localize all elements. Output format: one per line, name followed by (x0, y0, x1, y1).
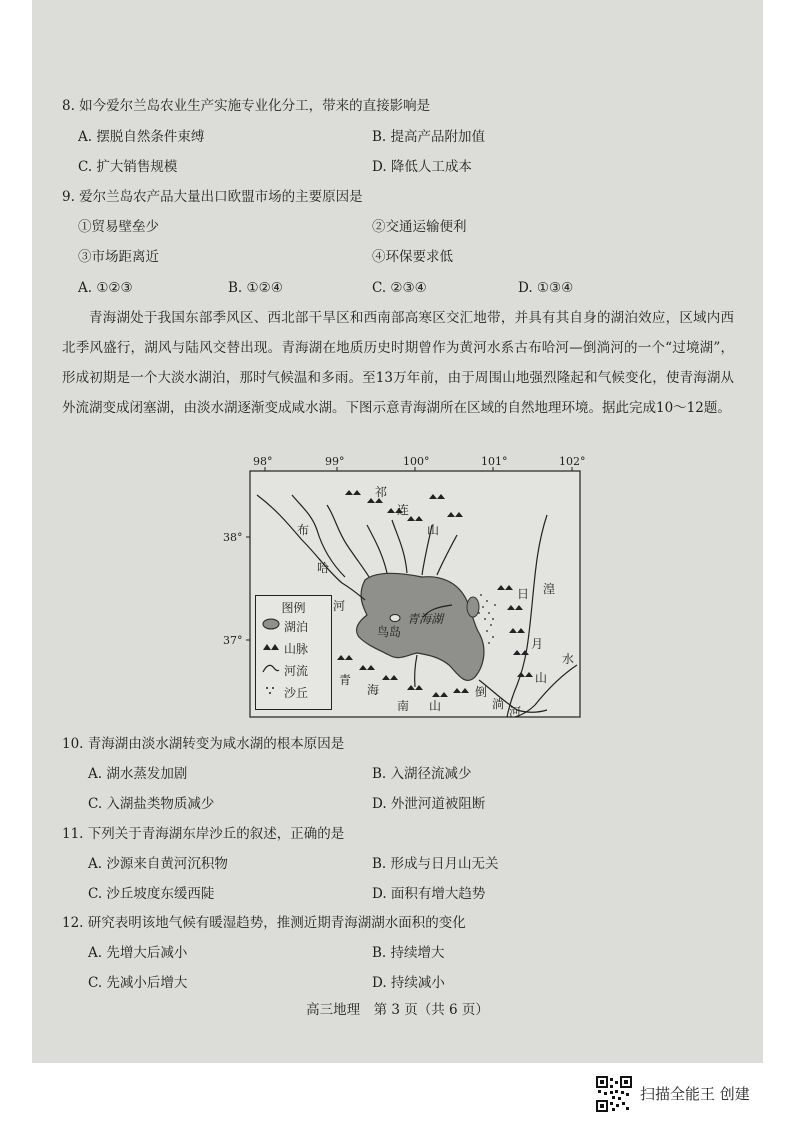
question-9-stem: 9. 爱尔兰岛农产品大量出口欧盟市场的主要原因是 (62, 189, 363, 205)
q10-option-a: A. 湖水蒸发加剧 (88, 766, 188, 782)
q11-option-c: C. 沙丘坡度东缓西陡 (88, 886, 215, 902)
legend-dune-label: 沙丘 (284, 686, 309, 700)
map-name-lake: 青海湖 (407, 612, 444, 626)
map-name-ri: 日 (517, 587, 530, 601)
q10-option-d: D. 外泄河道被阻断 (372, 796, 486, 812)
lon-label-102: 102° (559, 455, 586, 468)
scanner-watermark: 扫描全能王 创建 (640, 1085, 750, 1103)
legend-river-label: 河流 (284, 664, 309, 678)
q12-option-b: B. 持续增大 (372, 945, 445, 961)
map-name-shan-1: 山 (427, 523, 440, 537)
q9-statement-1: ①贸易壁垒少 (78, 219, 159, 235)
map-name-qi: 祁 (375, 485, 388, 499)
exam-page (32, 0, 763, 1063)
lon-label-100: 100° (403, 455, 430, 468)
question-8-stem: 8. 如今爱尔兰岛农业生产实施专业化分工，带来的直接影响是 (62, 98, 431, 114)
legend-lake-label: 湖泊 (284, 620, 309, 634)
q9-option-d: D. ①③④ (518, 280, 574, 296)
legend-row-mountain (262, 640, 308, 657)
q8-option-c: C. 扩大销售规模 (78, 159, 178, 175)
question-12-stem: 12. 研究表明该地气候有暖湿趋势，推测近期青海湖湖水面积的变化 (62, 915, 466, 931)
map-legend (255, 595, 332, 710)
map-name-dao: 倒 (475, 685, 488, 699)
q10-option-c: C. 入湖盐类物质减少 (88, 796, 215, 812)
legend-title: 图例 (281, 601, 306, 615)
q9-option-a: A. ①②③ (78, 280, 133, 296)
map-name-he-2: 河 (509, 705, 522, 719)
map-name-lian: 连 (397, 503, 410, 517)
q8-option-a: A. 摆脱自然条件束缚 (78, 129, 205, 145)
q8-option-b: B. 提高产品附加值 (372, 129, 486, 145)
reading-passage: 青海湖处于我国东部季风区、西北部干旱区和西南部高寒区交汇地带，并具有其自身的湖泊效应，区域内西北季风盛行，湖风与陆风交替出现。青海湖在地质历史时期曾作为黄河水系古布哈河—倒淌河的一个“过境湖”，形成初期是一个大淡水湖泊，那时气候温和多雨。至13万年前，由于周围山地强烈隆起和气候变化，使青海湖从外流湖变成闭塞湖，由淡水湖逐渐变成咸水湖。下图示意青海湖所在区域的自然地理环境。据此完成10～12题。 (62, 310, 734, 416)
map-name-bu: 布 (297, 523, 310, 537)
map-name-hai: 海 (367, 683, 380, 697)
q9-statement-3: ③市场距离近 (78, 249, 159, 265)
q10-option-b: B. 入湖径流减少 (372, 766, 472, 782)
legend-row-river (262, 662, 308, 679)
map-name-shan-2: 山 (535, 671, 548, 685)
map-name-tang: 淌 (492, 697, 505, 711)
page-footer: 高三地理 第 3 页（共 6 页） (306, 1002, 489, 1018)
q9-statement-4: ④环保要求低 (372, 249, 453, 265)
q12-option-c: C. 先减小后增大 (88, 975, 188, 991)
qr-code-icon (596, 1076, 632, 1112)
q11-option-d: D. 面积有增大趋势 (372, 886, 486, 902)
q9-option-c: C. ②③④ (372, 280, 427, 296)
map-name-nan: 南 (397, 699, 410, 713)
legend-row-dune (262, 684, 308, 701)
q11-option-b: B. 形成与日月山无关 (372, 856, 499, 872)
qinghai-lake-map (217, 455, 587, 725)
map-name-shui: 水 (562, 652, 575, 666)
lon-label-98: 98° (253, 455, 273, 468)
map-name-he-1: 河 (333, 599, 346, 613)
map-name-qing: 青 (339, 673, 352, 687)
q11-option-a: A. 沙源来自黄河沉积物 (88, 856, 228, 872)
map-name-island: 鸟岛 (377, 625, 402, 639)
map-name-ha: 哈 (317, 561, 330, 575)
legend-mountain-label: 山脉 (284, 642, 309, 656)
map-name-huang: 湟 (543, 582, 556, 596)
q12-option-d: D. 持续减小 (372, 975, 445, 991)
map-name-shan-3: 山 (429, 699, 442, 713)
q9-option-b: B. ①②④ (228, 280, 283, 296)
lon-label-101: 101° (481, 455, 508, 468)
map-name-yue: 月 (531, 637, 544, 651)
legend-row-lake (262, 618, 308, 635)
question-10-stem: 10. 青海湖由淡水湖转变为咸水湖的根本原因是 (62, 736, 345, 752)
question-11-stem: 11. 下列关于青海湖东岸沙丘的叙述，正确的是 (62, 826, 345, 842)
q9-statement-2: ②交通运输便利 (372, 219, 467, 235)
lon-label-99: 99° (325, 455, 345, 468)
q12-option-a: A. 先增大后减小 (88, 945, 188, 961)
lat-label-37: 37° (223, 634, 243, 647)
q8-option-d: D. 降低人工成本 (372, 159, 472, 175)
lat-label-38: 38° (223, 531, 243, 544)
